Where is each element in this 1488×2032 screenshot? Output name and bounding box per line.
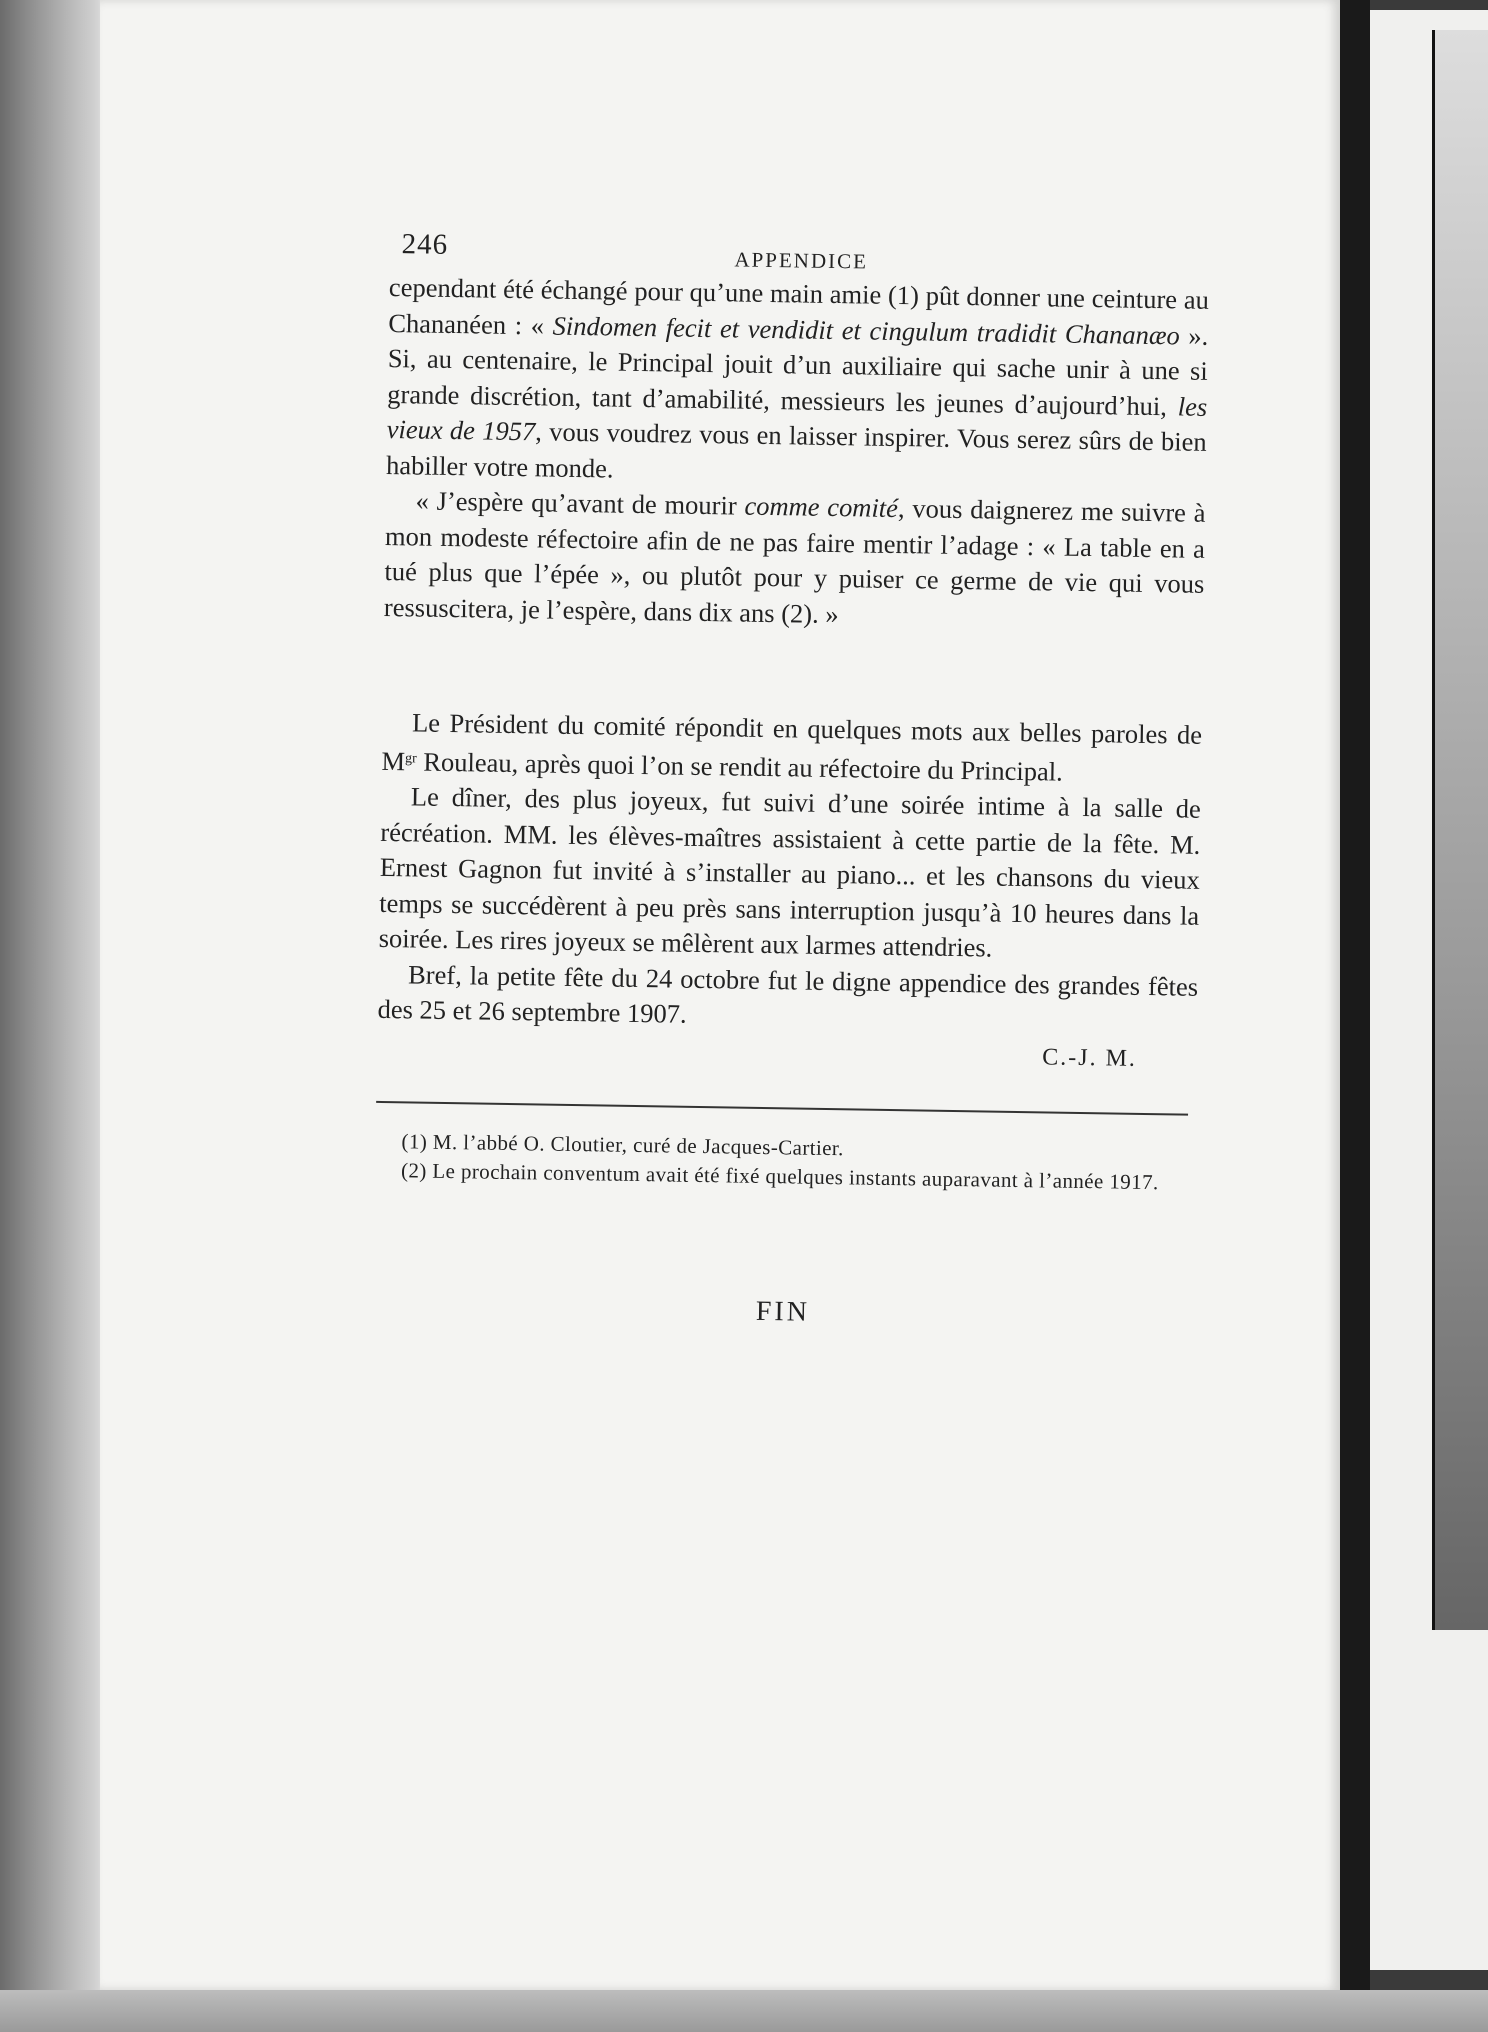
text-run: , vous voudrez vous en laisser inspirer. Vous serez sûrs de bien habiller votre monde. [385,416,1207,484]
footnote-rule [376,1100,1188,1115]
paragraph-3 [381,705,1202,792]
italic-phrase: les vieux de 1957 [386,390,1208,447]
text-run: Le Président du comité répondit en quelques mots aux belles paroles de M [381,707,1203,776]
superscript: gr [405,750,417,766]
section-gap [382,625,1203,718]
page-number: 246 [401,228,449,261]
footnotes [375,1126,1196,1197]
paragraph-2 [384,483,1206,638]
text-run: cependant été échangé pour qu’une main amie (1) pût donner une ceinture au Chananéen : « [388,271,1210,341]
paragraph-4: Le dîner, des plus joyeux, fut suivi d’une soirée intime à la salle de récréation. MM. les élèves-maîtres assistaient à cette partie de la fête. M. Ernest Gagnon fut invité à s’installer au piano... et les chansons du vieux temps se succédèrent à peu près sans interruption jusqu’à 10 heures dans la soirée. Les rires joyeux se mêlèrent aux larmes attendries. [378,781,1202,963]
book-page-edges [0,0,110,2032]
paragraph-5: Bref, la petite fête du 24 octobre fut le digne appendice des grandes fêtes des 25 et 26 septembre 1907. [377,958,1199,1029]
running-head: APPENDICE [734,247,869,274]
book-gutter [1340,0,1370,2032]
scan-bottom-edge [0,1990,1488,2032]
body-text [377,270,1209,1040]
text-run: Rouleau, après quoi l’on se rendit au réfectoire du Principal. [416,745,1064,787]
fin-mark: FIN [755,1295,811,1328]
latin-quote: Sindomen fecit et vendidit et cingulum tradidit Chananæo [552,310,1181,350]
paragraph-1 [386,270,1209,496]
facing-page [1370,10,1488,1970]
signature: C.-J. M. [1042,1043,1138,1072]
footnote-2: (2) Le prochain conventum avait été fixé quelques instants auparavant à l’année 1917. [400,1157,1159,1194]
text-run: « J’espère qu’avant de mourir [415,485,745,521]
text-run: ». Si, au centenaire, le Principal jouit d’un auxiliaire qui sache unir à une si grande discrétion, tant d’amabilité, messieurs les jeunes d’aujourd’hui, [387,319,1209,421]
facing-page-illustration-edge [1432,30,1488,1630]
italic-phrase: comme comité [744,490,899,524]
footnote-1: (1) M. l’abbé O. Cloutier, curé de Jacques-Cartier. [401,1128,845,1160]
text-run: , vous daignerez me suivre à mon modeste réfectoire afin de ne pas faire mentir l’adage : « La table en a tué plus que l’épée », ou plutôt pour y puiser ce germe de vie qui vous ressuscitera, je l’espère, dans dix ans (2). » [383,493,1206,629]
page-content [373,220,1210,1334]
